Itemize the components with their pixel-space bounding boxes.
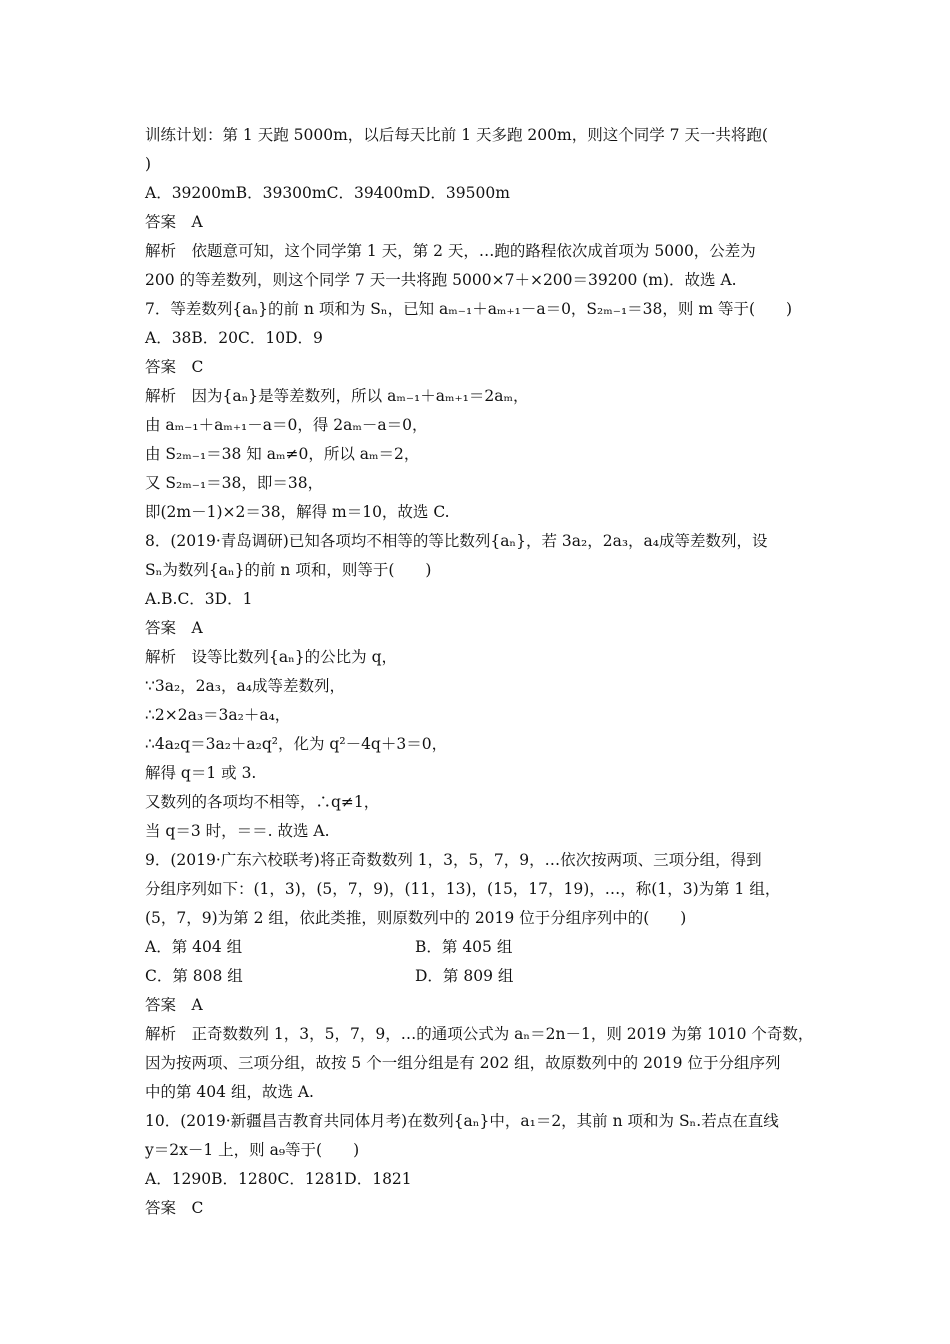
answer-line: 答案 A — [145, 996, 203, 1014]
text-line: 当 q＝3 时，＝＝. 故选 A. — [145, 822, 330, 840]
option-a: A．第 404 组 — [145, 938, 243, 956]
analysis-line: 解析 正奇数数列 1，3，5，7，9，…的通项公式为 aₙ＝2n－1，则 2019 为第 1010 个奇数， — [145, 1025, 814, 1043]
options-line: A．39200mB．39300mC．39400mD．39500m — [145, 184, 510, 202]
analysis-line: 解析 依题意可知，这个同学第 1 天，第 2 天，…跑的路程依次成首项为 5000，公差为 — [145, 242, 756, 260]
analysis-line: 解析 设等比数列{aₙ}的公比为 q， — [145, 648, 398, 666]
text-line: 解得 q＝1 或 3. — [145, 764, 257, 782]
text-line: (5，7，9)为第 2 组，依此类推，则原数列中的 2019 位于分组序列中的( ) — [145, 909, 687, 927]
text-line: 200 的等差数列，则这个同学 7 天一共将跑 5000×7＋×200＝39200 (m)．故选 A. — [145, 271, 737, 289]
text-line: Sₙ为数列{aₙ}的前 n 项和，则等于( ) — [145, 561, 432, 579]
option-c: C．第 808 组 — [145, 967, 243, 985]
text-line: y＝2x－1 上，则 a₉等于( ) — [145, 1141, 360, 1159]
text-line: ∵3a₂，2a₃，a₄成等差数列， — [145, 677, 345, 695]
question-7: 7．等差数列{aₙ}的前 n 项和为 Sₙ，已知 aₘ₋₁＋aₘ₊₁－a＝0，S₂ₘ₋₁＝38，则 m 等于( ) — [145, 300, 793, 318]
text-line: 又 S₂ₘ₋₁＝38，即＝38， — [145, 474, 324, 492]
text-line: 又数列的各项均不相等，∴q≠1， — [145, 793, 380, 811]
text-line: ∴2×2a₃＝3a₂＋a₄， — [145, 706, 291, 724]
text-line: 分组序列如下：(1，3)，(5，7，9)，(11，13)，(15，17，19)，…，称(1，3)为第 1 组， — [145, 880, 781, 898]
answer-line: 答案 C — [145, 1199, 204, 1217]
question-8: 8．(2019·青岛调研)已知各项均不相等的等比数列{aₙ}，若 3a₂，2a₃，a₄成等差数列，设 — [145, 532, 768, 550]
text-line: 由 aₘ₋₁＋aₘ₊₁－a＝0，得 2aₘ－a＝0， — [145, 416, 428, 434]
text-line: 即(2m－1)×2＝38，解得 m＝10，故选 C. — [145, 503, 450, 521]
text-line: 由 S₂ₘ₋₁＝38 知 aₘ≠0，所以 aₘ＝2， — [145, 445, 420, 463]
option-b: B．第 405 组 — [415, 938, 513, 956]
question-10: 10．(2019·新疆昌吉教育共同体月考)在数列{aₙ}中，a₁＝2，其前 n 项和为 Sₙ.若点在直线 — [145, 1112, 779, 1130]
options-line: A．38B．20C．10D．9 — [145, 329, 323, 347]
option-d: D．第 809 组 — [415, 967, 514, 985]
question-9: 9．(2019·广东六校联考)将正奇数数列 1，3，5，7，9，…依次按两项、三项分组，得到 — [145, 851, 762, 869]
text-line: 因为按两项、三项分组，故按 5 个一组分组是有 202 组，故原数列中的 2019 位于分组序列 — [145, 1054, 781, 1072]
text-line: 中的第 404 组，故选 A. — [145, 1083, 314, 1101]
options-line: A.B.C．3D．1 — [145, 590, 253, 608]
text-line: ∴4a₂q＝3a₂＋a₂q²，化为 q²－4q＋3＝0， — [145, 735, 448, 753]
options-line: A．1290B．1280C．1281D．1821 — [145, 1170, 412, 1188]
answer-line: 答案 C — [145, 358, 204, 376]
answer-line: 答案 A — [145, 213, 203, 231]
analysis-line: 解析 因为{aₙ}是等差数列，所以 aₘ₋₁＋aₘ₊₁＝2aₘ， — [145, 387, 529, 405]
text-line: ) — [145, 155, 152, 173]
answer-line: 答案 A — [145, 619, 203, 637]
text-line: 训练计划：第 1 天跑 5000m，以后每天比前 1 天多跑 200m，则这个同学 7 天一共将跑( — [145, 126, 768, 144]
